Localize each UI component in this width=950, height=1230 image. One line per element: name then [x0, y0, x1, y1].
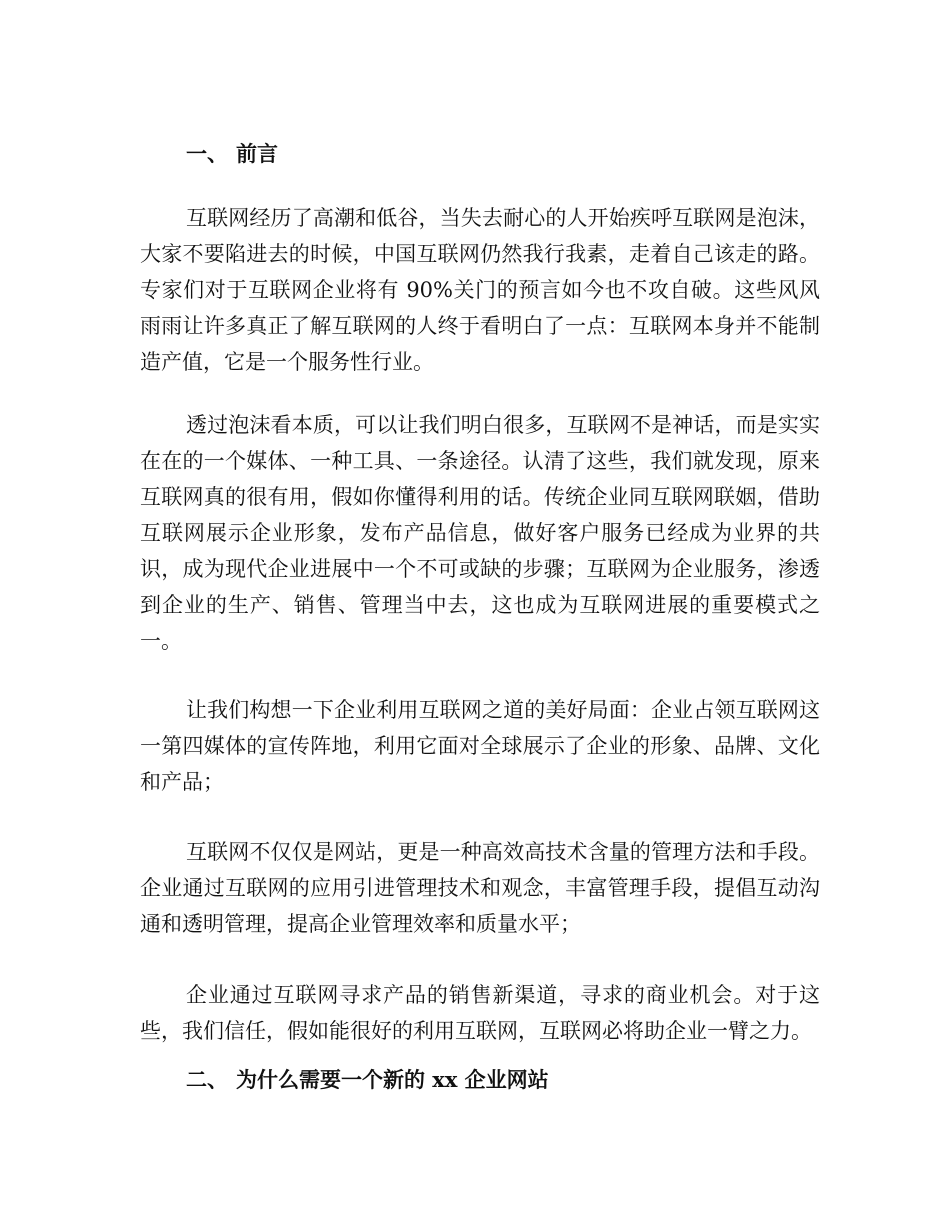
section-number: 一、 [186, 141, 228, 166]
paragraph-internet-history: 互联网经历了高潮和低谷，当失去耐心的人开始疾呼互联网是泡沫，大家不要陷进去的时候，中国互联网仍然我行我素，走着自己该走的路。专家们对于互联网企业将有 90%关门的预言如今也不攻自破。这些风风雨雨让许多真正了解互联网的人终于看明白了一点：互联网本身并不能制造产值，它是一个服务性行业。 [140, 206, 820, 374]
section-title: 为什么需要一个新的 xx 企业网站 [236, 1067, 549, 1092]
section-title: 前言 [236, 141, 278, 166]
paragraph-vision: 让我们构想一下企业利用互联网之道的美好局面：企业占领互联网这一第四媒体的宣传阵地，利用它面对全球展示了企业的形象、品牌、文化和产品； [140, 698, 820, 794]
section-heading-why-new-site [140, 1062, 866, 1098]
paragraph-essence: 透过泡沫看本质，可以让我们明白很多，互联网不是神话，而是实实在在的一个媒体、一种工具、一条途径。认清了这些，我们就发现，原来互联网真的很有用，假如你懂得利用的话。传统企业同互联网联姻，借助互联网展示企业形象，发布产品信息，做好客户服务已经成为业界的共识，成为现代企业进展中一个不可或缺的步骤；互联网为企业服务，渗透到企业的生产、销售、管理当中去，这也成为互联网进展的重要模式之一。 [140, 413, 820, 653]
section-number: 二、 [186, 1067, 228, 1092]
section-heading-preface [140, 136, 866, 172]
paragraph-sales-channel: 企业通过互联网寻求产品的销售新渠道，寻求的商业机会。对于这些，我们信任，假如能很好的利用互联网，互联网必将助企业一臂之力。 [140, 983, 820, 1043]
paragraph-management: 互联网不仅仅是网站，更是一种高效高技术含量的管理方法和手段。企业通过互联网的应用引进管理技术和观念，丰富管理手段，提倡互动沟通和透明管理，提高企业管理效率和质量水平； [140, 840, 820, 936]
